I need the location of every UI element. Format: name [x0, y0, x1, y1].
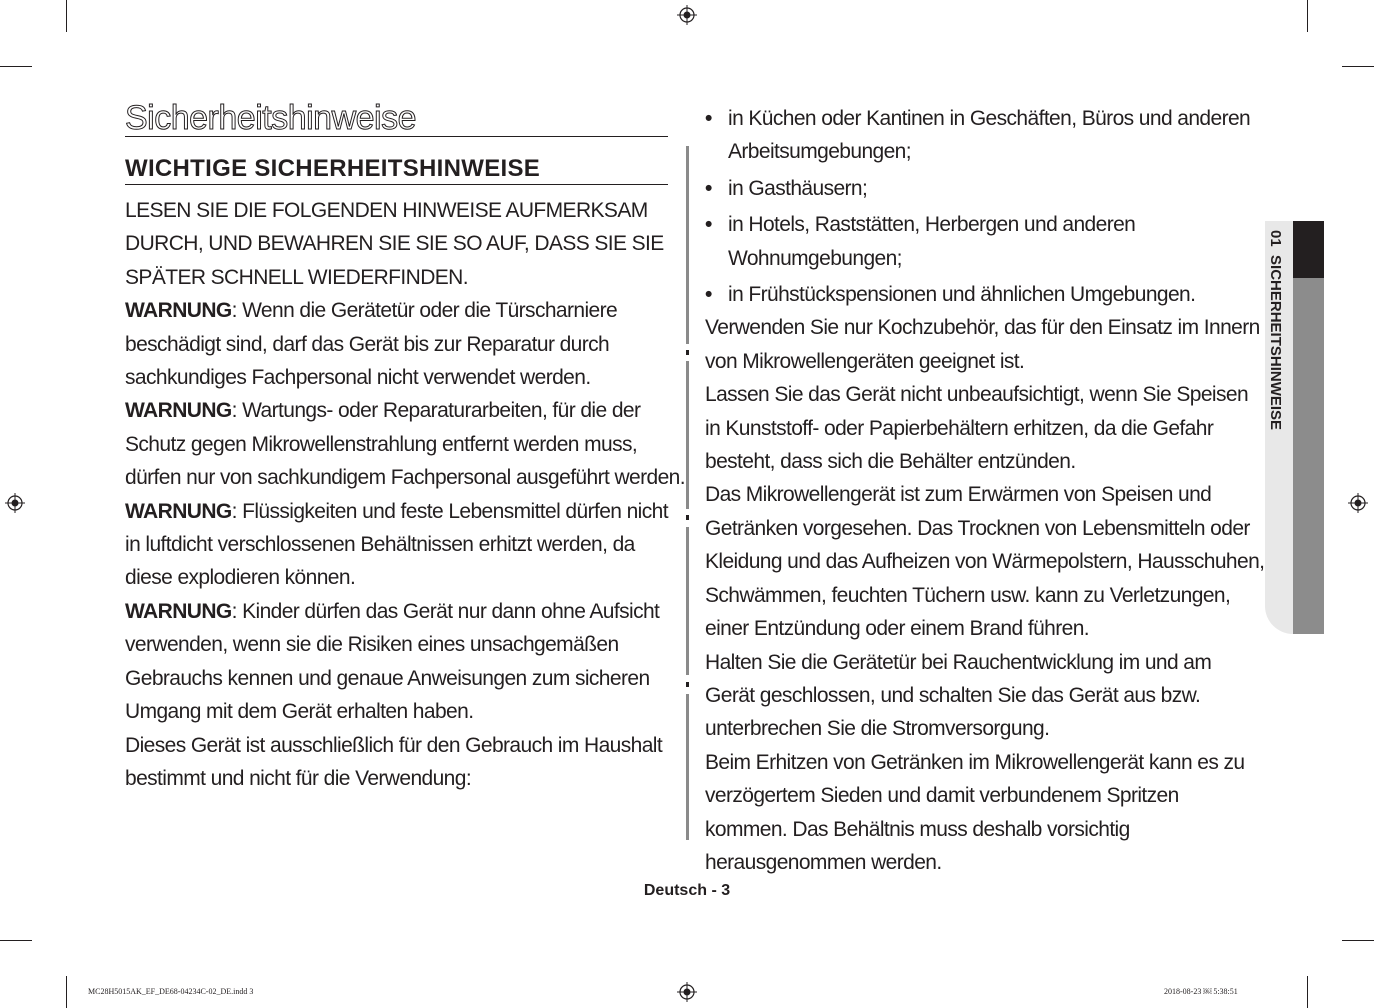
warning-label: WARNUNG — [125, 499, 232, 523]
print-slug-file: MC28H5015AK_EF_DE68-04234C-02_DE.indd 3 — [88, 987, 254, 996]
change-marker — [686, 515, 689, 520]
list-item: • in Küchen oder Kantinen in Geschäften, Büros und anderen Arbeitsumgebungen; — [705, 102, 1265, 169]
warning-paragraph — [125, 294, 685, 394]
change-marker — [686, 682, 689, 687]
chapter-tab-marker — [1293, 221, 1324, 278]
household-use-paragraph: Dieses Gerät ist ausschließlich für den Gebrauch im Haushalt bestimmt und nicht für die Verwendung: — [125, 733, 663, 790]
page-title: Sicherheitshinweise — [125, 100, 668, 137]
crop-mark — [66, 976, 67, 1008]
warning-label: WARNUNG — [125, 599, 232, 623]
list-item: • in Gasthäusern; — [705, 172, 1265, 205]
chapter-tab-label: 01 SICHERHEITSHINWEISE — [1267, 230, 1284, 431]
crop-mark — [66, 0, 67, 32]
right-column — [705, 102, 1265, 879]
list-item: • in Frühstückspensionen und ähnlichen Umgebungen. — [705, 278, 1265, 311]
registration-mark-icon — [677, 982, 697, 1002]
body-paragraph: Lassen Sie das Gerät nicht unbeaufsichtigt, wenn Sie Speisen in Kunststoff- oder Papierbehältern erhitzen, da die Gefahr besteht, dass sich die Behälter entzünden. — [705, 383, 1249, 474]
warning-text: : Flüssigkeiten und feste Lebensmittel dürfen nicht in luftdicht verschlossenen Behältnissen erhitzt werden, da diese explodieren können. — [125, 499, 668, 590]
warning-paragraph — [125, 595, 685, 729]
change-bar — [686, 527, 689, 675]
bullet-icon: • — [705, 283, 712, 307]
warning-text: : Kinder dürfen das Gerät nur dann ohne Aufsicht verwenden, wenn sie die Risiken eines unsachgemäßen Gebrauchs kennen und genaue Anweisungen zum sicheren Umgang mit dem Gerät erhalten haben. — [125, 599, 660, 724]
warning-text: : Wenn die Gerätetür oder die Türscharniere beschädigt sind, darf das Gerät bis zur Reparatur durch sachkundiges Fachpersonal nicht verwendet werden. — [125, 299, 618, 390]
print-slug-date: 2018-08-23 ￼ 5:38:51 — [1164, 987, 1238, 996]
warning-paragraph — [125, 495, 685, 595]
section-heading: WICHTIGE SICHERHEITSHINWEISE — [125, 154, 668, 185]
body-paragraph: Das Mikrowellengerät ist zum Erwärmen von Speisen und Getränken vorgesehen. Das Trocknen von Lebensmitteln oder Kleidung und das Aufheizen von Wärmepolstern, Hausschuhen, Schwämmen, feuchten Tüchern usw. kann zu Verletzungen, einer Entzündung oder einem Brand führen. — [705, 483, 1265, 641]
body-paragraph: Verwenden Sie nur Kochzubehör, das für den Einsatz im Innern von Mikrowellengeräten geeignet ist. — [705, 316, 1260, 373]
intro-paragraph: LESEN SIE DIE FOLGENDEN HINWEISE AUFMERKSAM DURCH, UND BEWAHREN SIE SIE SO AUF, DASS SIE SIE SPÄTER SCHNELL WIEDERFINDEN. — [125, 199, 664, 289]
change-bar — [686, 146, 689, 344]
crop-mark — [1307, 976, 1308, 1008]
page-number: Deutsch - 3 — [643, 882, 731, 899]
warning-paragraph — [125, 394, 685, 494]
crop-mark — [0, 940, 32, 941]
crop-mark — [1307, 0, 1308, 32]
body-paragraph: Beim Erhitzen von Getränken im Mikrowellengerät kann es zu verzögertem Sieden und damit verbundenem Spritzen kommen. Das Behältnis muss deshalb vorsichtig herausgenommen werden. — [705, 750, 1245, 874]
warning-label: WARNUNG — [125, 399, 232, 423]
registration-mark-icon — [1348, 493, 1368, 513]
crop-mark — [0, 66, 32, 67]
warning-label: WARNUNG — [125, 299, 232, 323]
list-item: • in Hotels, Raststätten, Herbergen und anderen Wohnumgebungen; — [705, 208, 1265, 275]
bullet-icon: • — [705, 176, 712, 200]
registration-mark-icon — [5, 493, 25, 513]
body-paragraph: Halten Sie die Gerätetür bei Rauchentwicklung im und am Gerät geschlossen, und schalten Sie das Gerät aus bzw. unterbrechen Sie die Stromversorgung. — [705, 650, 1212, 741]
warning-text: : Wartungs- oder Reparaturarbeiten, für die der Schutz gegen Mikrowellenstrahlung entfernt werden muss, dürfen nur von sachkundigem Fachpersonal ausgeführt werden. — [125, 399, 685, 490]
chapter-tab-band — [1293, 221, 1324, 634]
left-column — [125, 194, 685, 795]
crop-mark — [1342, 66, 1374, 67]
change-bar — [686, 361, 689, 509]
crop-mark — [1342, 940, 1374, 941]
change-marker — [686, 350, 689, 355]
registration-mark-icon — [677, 5, 697, 25]
bullet-icon: • — [705, 107, 712, 130]
change-bar — [686, 694, 689, 840]
bullet-icon: • — [705, 213, 712, 237]
